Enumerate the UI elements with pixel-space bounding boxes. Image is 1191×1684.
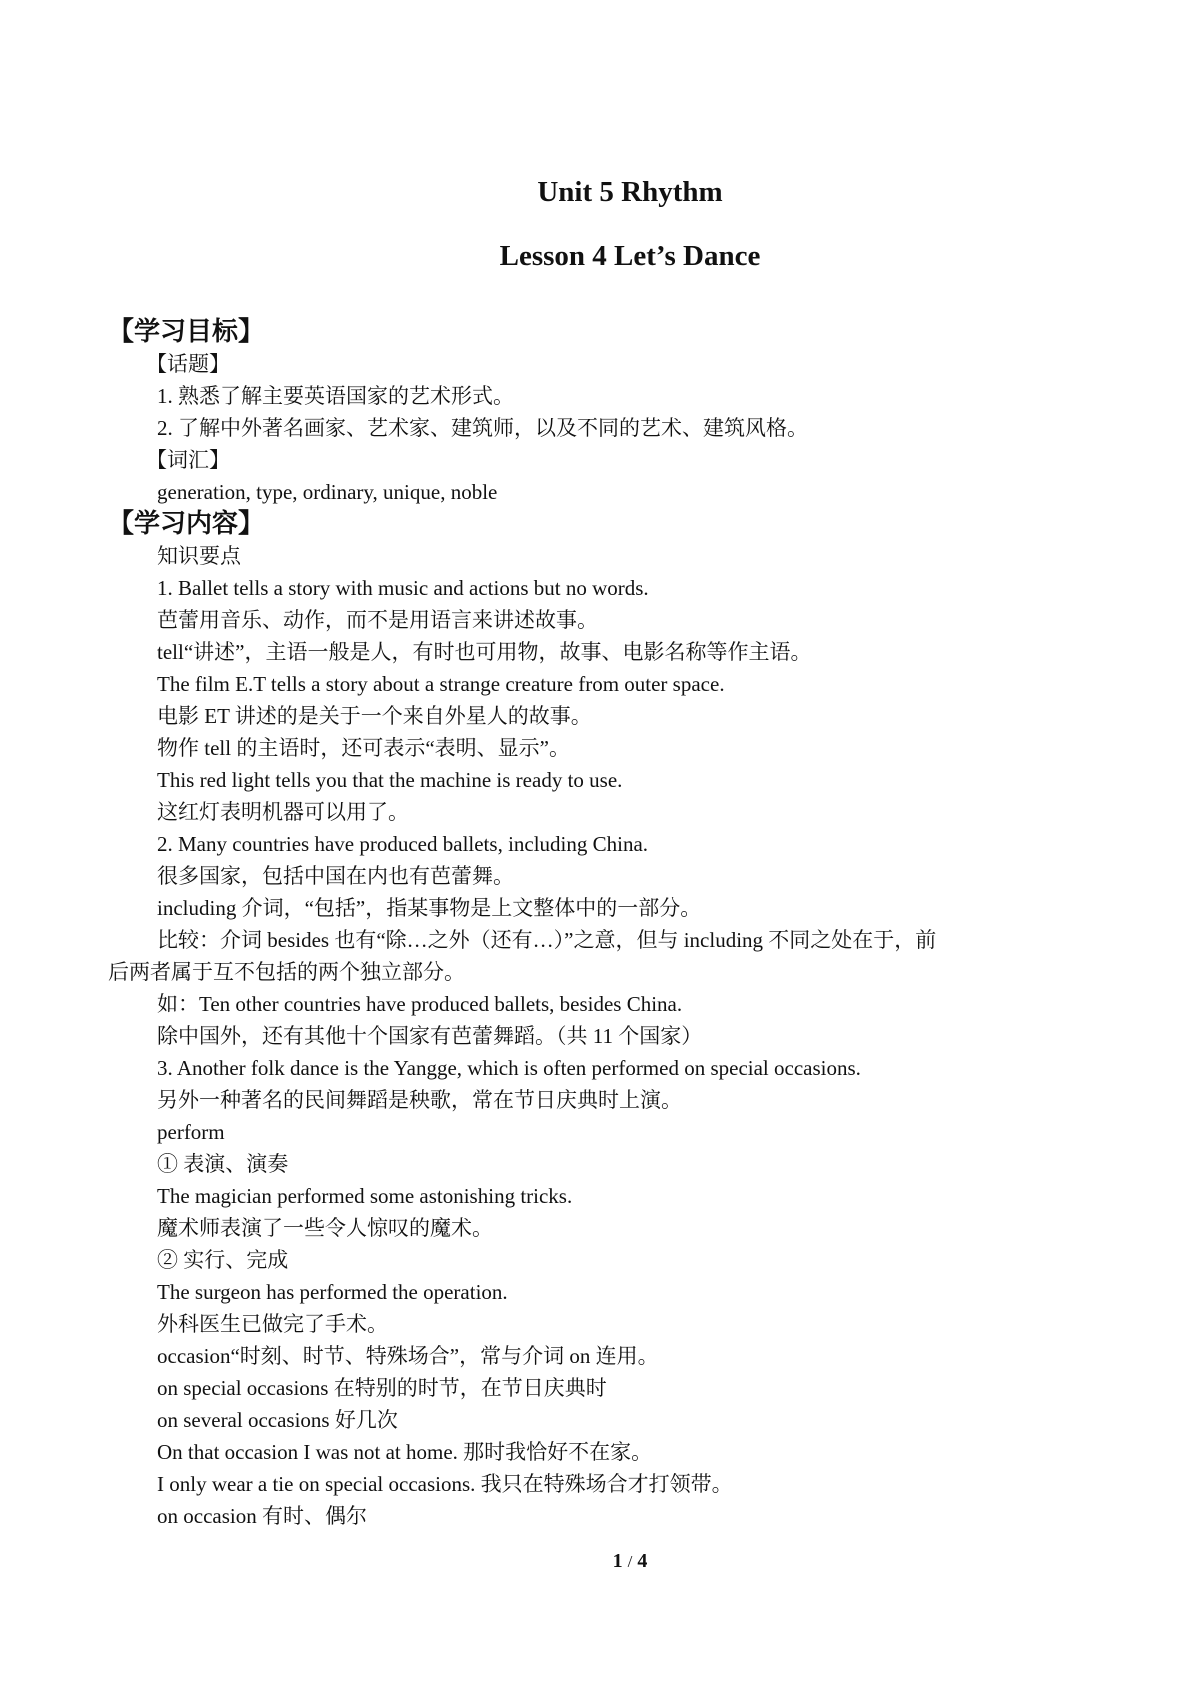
content-line: 除中国外，还有其他十个国家有芭蕾舞蹈。（共 11 个国家） (157, 1024, 703, 1048)
content-line: on several occasions 好几次 (157, 1408, 398, 1432)
content-line: 电影 ET 讲述的是关于一个来自外星人的故事。 (157, 704, 592, 728)
content-line: ② 实行、完成 (157, 1248, 289, 1272)
content-line: on special occasions 在特别的时节，在节日庆典时 (157, 1376, 607, 1400)
content-line: This red light tells you that the machine is ready to use. (157, 768, 623, 792)
content-line: 芭蕾用音乐、动作，而不是用语言来讲述故事。 (157, 608, 598, 632)
content-line: I only wear a tie on special occasions. 我只在特殊场合才打领带。 (157, 1472, 733, 1496)
content-line: ① 表演、演奏 (157, 1152, 289, 1176)
content-line: The film E.T tells a story about a strange creature from outer space. (157, 672, 725, 696)
content-line: 魔术师表演了一些令人惊叹的魔术。 (157, 1216, 493, 1240)
content-line: 3. Another folk dance is the Yangge, which is often performed on special occasions. (157, 1056, 861, 1080)
content-line: including 介词，“包括”，指某事物是上文整体中的一部分。 (157, 896, 702, 920)
compare-line-continued: 后两者属于互不包括的两个独立部分。 (108, 960, 465, 984)
content-line: 很多国家，包括中国在内也有芭蕾舞。 (157, 864, 514, 888)
page-number (0, 1548, 1191, 1575)
section-heading-content: 【学习内容】 (108, 509, 265, 538)
content-line: 2. Many countries have produced ballets, including China. (157, 832, 649, 856)
content-line: 另外一种著名的民间舞蹈是秧歌，常在节日庆典时上演。 (157, 1088, 682, 1112)
section-heading-objectives: 【学习目标】 (108, 317, 265, 346)
content-line: 物作 tell 的主语时，还可表示“表明、显示”。 (157, 736, 570, 760)
content-line: 外科医生已做完了手术。 (157, 1312, 388, 1336)
content-line: The surgeon has performed the operation. (157, 1280, 508, 1304)
compare-line: 比较：介词 besides 也有“除…之外（还有…）”之意，但与 including 不同之处在于，前 (157, 928, 937, 952)
page-current: 1 (612, 1550, 623, 1572)
lesson-title: Lesson 4 Let’s Dance (499, 240, 761, 272)
content-line: 1. Ballet tells a story with music and actions but no words. (157, 576, 649, 600)
content-line: On that occasion I was not at home. 那时我恰好不在家。 (157, 1440, 653, 1464)
vocab-text: generation, type, ordinary, unique, noble (157, 480, 498, 504)
unit-title: Unit 5 Rhythm (537, 176, 723, 208)
content-line: 如：Ten other countries have produced ballets, besides China. (157, 992, 683, 1016)
content-line: The magician performed some astonishing tricks. (157, 1184, 573, 1208)
topic-item: 2. 了解中外著名画家、艺术家、建筑师，以及不同的艺术、建筑风格。 (157, 416, 808, 440)
content-line: 知识要点 (157, 544, 241, 568)
topic-item: 1. 熟悉了解主要英语国家的艺术形式。 (157, 384, 514, 408)
content-line: perform (157, 1120, 225, 1144)
page-separator: / (627, 1552, 633, 1571)
topic-label: 【话题】 (146, 352, 230, 376)
content-body (108, 316, 1098, 1532)
page-total: 4 (637, 1550, 648, 1572)
content-line: occasion“时刻、时节、特殊场合”，常与介词 on 连用。 (157, 1344, 659, 1368)
vocab-label: 【词汇】 (146, 448, 230, 472)
content-line: tell“讲述”，主语一般是人，有时也可用物，故事、电影名称等作主语。 (157, 640, 812, 664)
content-line: on occasion 有时、偶尔 (157, 1504, 367, 1528)
content-line: 这红灯表明机器可以用了。 (157, 800, 409, 824)
